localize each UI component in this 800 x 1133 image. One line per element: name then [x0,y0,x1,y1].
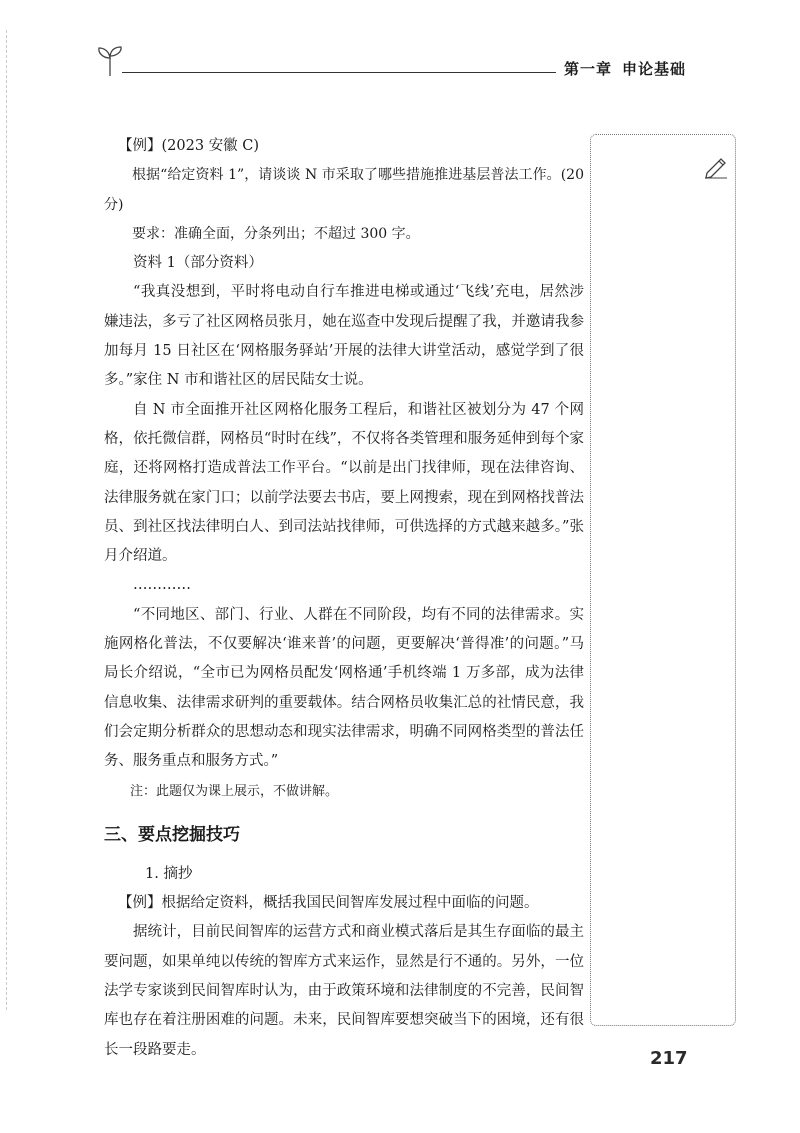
pencil-icon [703,153,729,179]
header-rule [122,72,556,73]
subheading: 1. 摘抄 [145,865,193,882]
chapter-number: 第一章 [563,60,612,78]
material-paragraph: “不同地区、部门、行业、人群在不同阶段，均有不同的法律需求。实施网格化普法，不仅要解决‘谁来普’的问题，更要解决‘普得准’的问题。”马局长介绍说，“全市已为网格员配发‘网格通’手机终端 1 万多部，成为法律信息收集、法律需求研判的重要载体。结合网格员收集汇总的社情民意，我们会定期分析群众的思想动态和现实法律需求，明确不同网格类型的普法任务、服务重点和服务方式。” [104,606,584,770]
example-text: 【例】根据给定资料，概括我国民间智库发展过程中面临的问题。 [118,895,539,912]
note-line: 注：此题仅为课上展示，不做讲解。 [130,783,339,799]
sprout-icon [96,44,124,78]
chapter-title: 申论基础 [621,60,686,78]
running-header [96,44,696,84]
material-title: 资料 1（部分资料） [133,255,263,272]
example-requirement: 要求：准确全面，分条列出；不超过 300 字。 [132,225,420,242]
notes-box [590,134,736,1026]
ellipsis-line: ………… [133,577,191,594]
binding-margin-line [6,30,7,1010]
material-paragraph: “我真没想到，平时将电动自行车推进电梯或通过‘飞线’充电，居然涉嫌违法，多亏了社区网格员张月，她在巡查中发现后提醒了我，并邀请我参加每月 15 日社区在‘网格服务驿站’开展的法律大讲堂活动，感觉学到了很多。”家住 N 市和谐社区的居民陆女士说。 [104,284,584,389]
material-paragraph: 自 N 市全面推开社区网格化服务工程后，和谐社区被划分为 47 个网格，依托微信群，网格员“时时在线”，不仅将各类管理和服务延伸到每个家庭，还将网格打造成普法工作平台。“以前是出门找律师，现在法律咨询、法律服务就在家门口；以前学法要去书店，要上网搜索，现在到网格找普法员、到社区找法律明白人、到司法站找律师，可供选择的方式越来越多。”张月介绍道。 [104,401,584,565]
chapter-heading [554,58,686,79]
page-number: 217 [650,1048,688,1069]
page-content [104,132,584,1065]
section-heading: 三、要点挖掘技巧 [104,824,240,845]
example-question: 根据“给定资料 1”，请谈谈 N 市采取了哪些措施推进基层普法工作。(20 分) [104,167,584,213]
body-paragraph: 据统计，目前民间智库的运营方式和商业模式落后是其生存面临的最主要问题，如果单纯以传统的智库方式来运作，显然是行不通的。另外，一位法学专家谈到民间智库时认为，由于政策环境和法律制度的不完善，民间智库也存在着注册困难的问题。未来，民间智库要想突破当下的困境，还有很长一段路要走。 [104,924,584,1058]
example-tag: 【例】(2023 安徽 C) [118,138,260,154]
